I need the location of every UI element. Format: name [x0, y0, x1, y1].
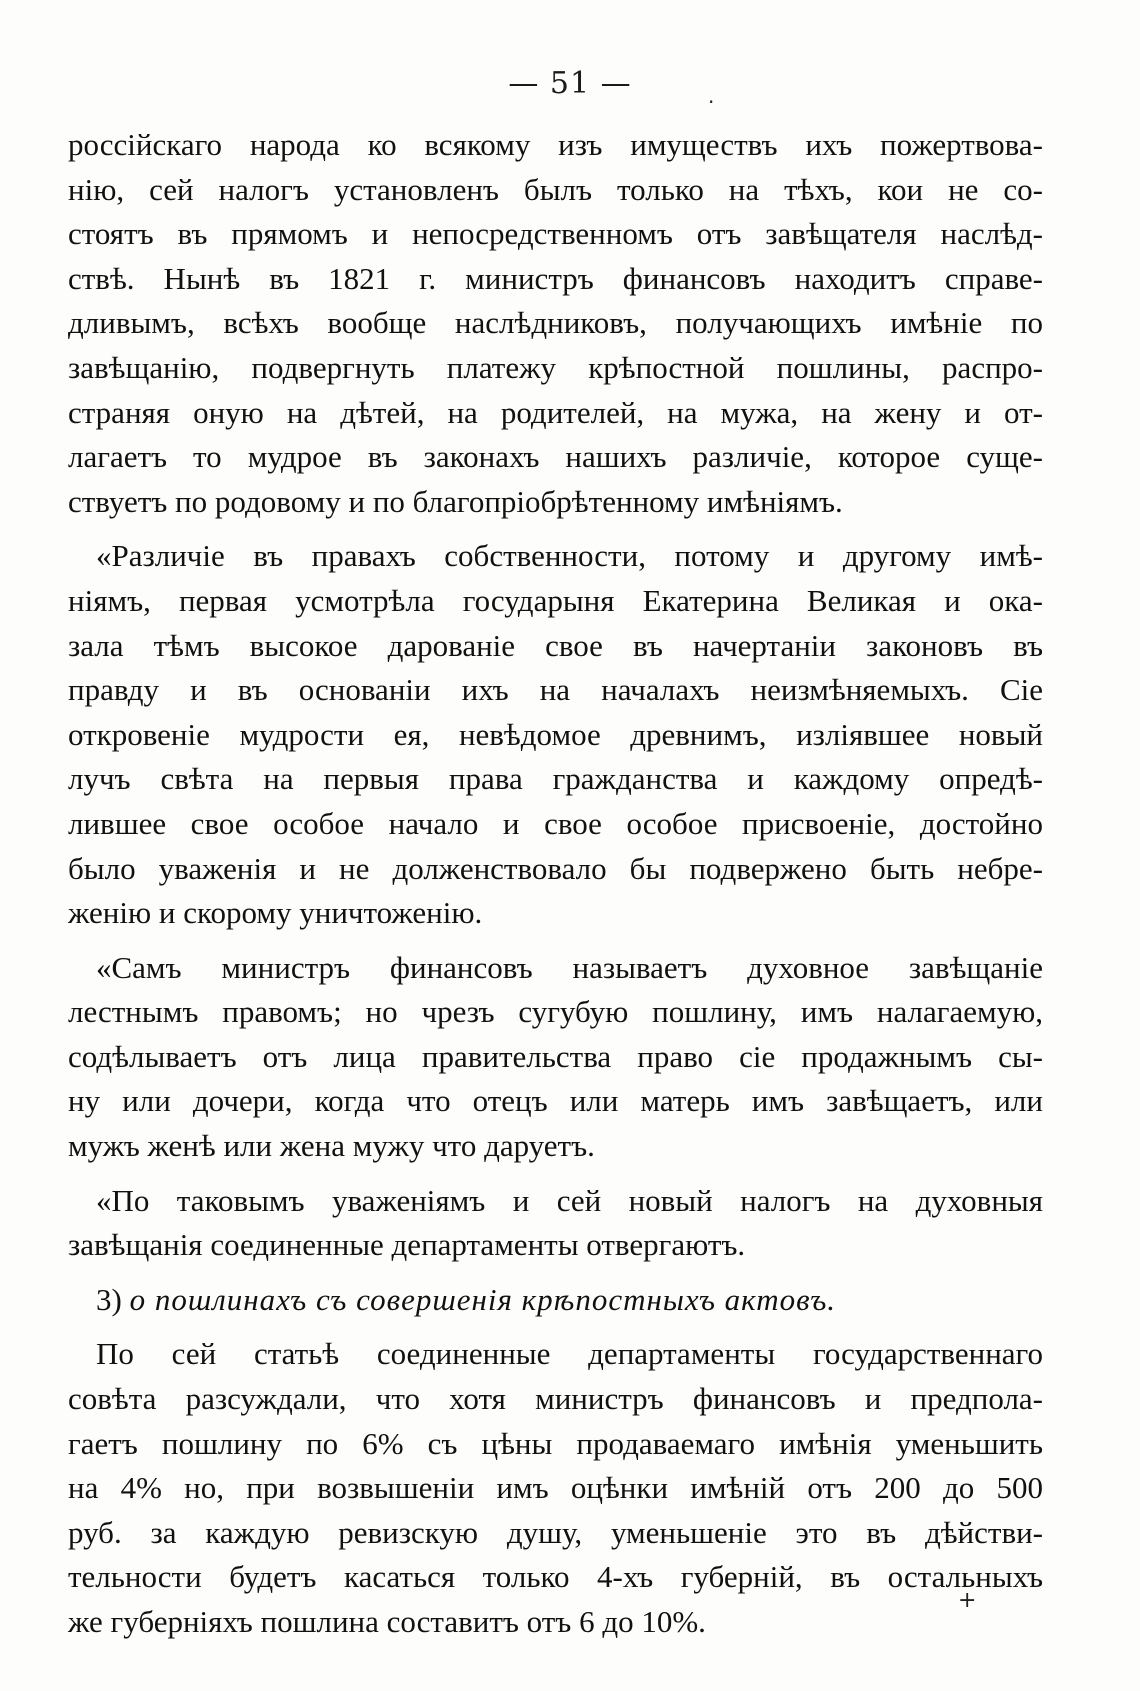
- text-line: было уваженія и не долженствовало бы подвержено быть небре-: [68, 850, 1043, 886]
- paragraph-5: [68, 1332, 1043, 1644]
- text-line: По сей статьѣ соединенные департаменты государственнаго: [96, 1336, 1043, 1372]
- paragraph-1: [68, 123, 1043, 524]
- text-line: ствѣ. Нынѣ въ 1821 г. министръ финансовъ находитъ справе-: [68, 260, 1043, 296]
- text-line: лестнымъ правомъ; но чрезъ сугубую пошлину, имъ налагаемую,: [68, 994, 1043, 1030]
- text-line: мужъ женѣ или жена мужу что даруетъ.: [68, 1128, 595, 1164]
- text-line: откровеніе мудрости ея, невѣдомое древнимъ, изліявшее новый: [68, 716, 1043, 752]
- text-line: «Различіе въ правахъ собственности, потому и другому имѣ-: [96, 538, 1043, 574]
- text-line: дливымъ, всѣхъ вообще наслѣдниковъ, получающихъ имѣніе по: [68, 305, 1043, 341]
- text-line: совѣта разсуждали, что хотя министръ финансовъ и предпола-: [68, 1381, 1043, 1417]
- text-body: [68, 123, 1043, 1645]
- dot-mark: ·: [708, 90, 715, 114]
- text-line: завѣщанію, подвергнуть платежу крѣпостной пошлины, распро-: [68, 349, 1043, 385]
- section-number: 3): [96, 1281, 122, 1317]
- section-title: о пошлинахъ съ совершенія крѣпостныхъ актовъ.: [129, 1281, 837, 1317]
- text-line: завѣщанія соединенные департаменты отвергаютъ.: [68, 1227, 746, 1263]
- section-heading: [68, 1278, 1043, 1323]
- text-line: лучъ свѣта на первыя права гражданства и каждому опредѣ-: [68, 761, 1043, 797]
- text-line: содѣлываетъ отъ лица правительства право сіе продажнымъ сы-: [68, 1038, 1043, 1074]
- text-line: же губерніяхъ пошлина составитъ отъ 6 до 10%.: [68, 1604, 706, 1639]
- text-line: лившее свое особое начало и свое особое присвоеніе, достойно: [68, 805, 1043, 841]
- text-line: «По таковымъ уваженіямъ и сей новый налогъ на духовныя: [96, 1182, 1043, 1218]
- text-line: тельности будетъ касаться только 4-хъ губерній, въ остальныхъ: [68, 1559, 1043, 1595]
- text-line: ствуетъ по родовому и по благопріобрѣтенному имѣніямъ.: [68, 483, 843, 519]
- text-line: женію и скорому уничтоженію.: [68, 895, 483, 931]
- text-line: руб. за каждую ревизскую душу, уменьшеніе это въ дѣйстви-: [68, 1514, 1043, 1550]
- text-line: страняя оную на дѣтей, на родителей, на мужа, на жену и от-: [68, 394, 1043, 430]
- text-line: ніямъ, первая усмотрѣла государыня Екатерина Великая и ока-: [68, 582, 1043, 618]
- text-line: гаетъ пошлину по 6% съ цѣны продаваемаго имѣнія уменьшить: [68, 1425, 1043, 1461]
- paragraph-4: [68, 1179, 1043, 1268]
- text-line: нію, сей налогъ установленъ былъ только на тѣхъ, кои не со-: [68, 171, 1043, 207]
- text-line: россійскаго народа ко всякому изъ имуществъ ихъ пожертвова-: [68, 127, 1043, 162]
- paragraph-2: [68, 534, 1043, 935]
- text-line: ну или дочери, когда что отецъ или матерь имъ завѣщаетъ, или: [68, 1083, 1043, 1119]
- text-line: «Самъ министръ финансовъ называетъ духовное завѣщаніе: [96, 949, 1043, 985]
- text-line: стоятъ въ прямомъ и непосредственномъ отъ завѣщателя наслѣд-: [68, 216, 1043, 252]
- plus-mark: +: [958, 1588, 977, 1613]
- text-line: зала тѣмъ высокое дарованіе свое въ начертаніи законовъ въ: [68, 627, 1043, 663]
- paragraph-3: [68, 946, 1043, 1169]
- text-line: на 4% но, при возвышеніи имъ оцѣнки имѣній отъ 200 до 500: [68, 1470, 1043, 1506]
- text-line: правду и въ основаніи ихъ на началахъ неизмѣняемыхъ. Сіе: [68, 672, 1043, 708]
- text-line: лагаетъ то мудрое въ законахъ нашихъ различіе, которое суще-: [68, 439, 1043, 475]
- page-number: — 51 —: [508, 66, 632, 101]
